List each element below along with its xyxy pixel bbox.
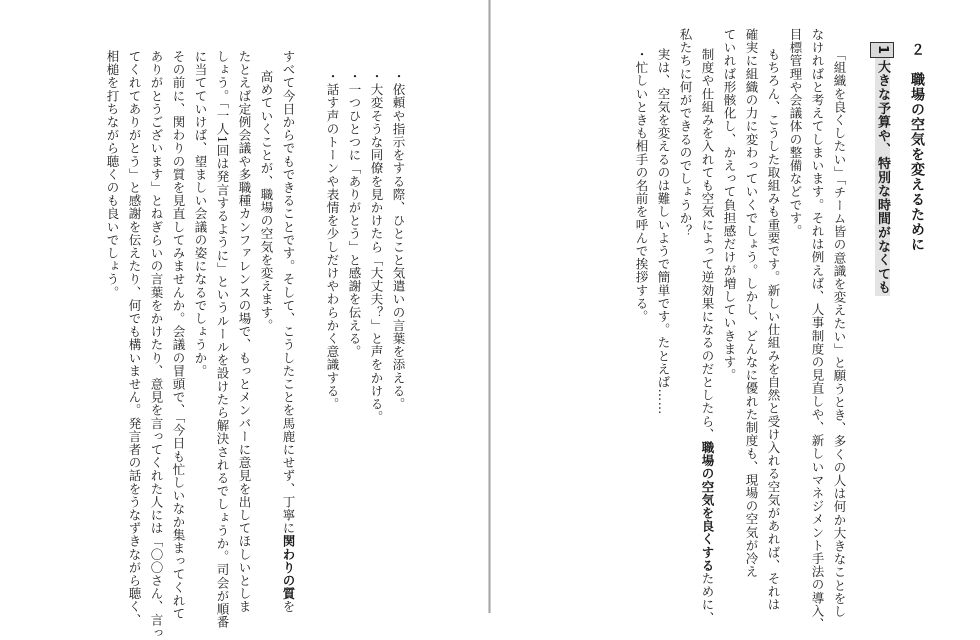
section-title xyxy=(870,42,894,296)
paragraph-line: ていれば形骸化し、かえって負担感だけが増していきます。 xyxy=(722,28,737,382)
right-page-body xyxy=(630,28,850,631)
section-number-box xyxy=(870,42,894,58)
section-number: 1 xyxy=(871,43,893,57)
bullet-line: ・依頼や指示をする際、ひとこと気遣いの言葉を添える。 xyxy=(391,70,406,411)
text-run: を xyxy=(281,600,296,614)
blank-line xyxy=(299,70,321,630)
paragraph-line: に当てていけば、望ましい会議の姿になるでしょうか。 xyxy=(193,50,208,378)
paragraph-line xyxy=(277,50,299,630)
paragraph-line: 実は、空気を変えるのは難しいようで簡単です。たとえば…… xyxy=(656,48,671,415)
left-page-body xyxy=(101,50,409,640)
bold-phrase: 職場の空気を良くする xyxy=(700,441,715,572)
section-title-text: 大きな予算や、特別な時間がなくても xyxy=(875,59,890,295)
bullet-line: ・大変そうな同僚を見かけたら「大丈夫？」と声をかける。 xyxy=(369,70,384,424)
paragraph-line: ありがとうございます」とねぎらいの言葉をかけたり、意見を言ってくれた人には「〇〇さん、言っ xyxy=(149,50,164,640)
paragraph-line: なければと考えてしまいます。それは例えば、人事制度の見直しや、新しいマネジメント手法の導入、 xyxy=(810,28,825,631)
text-run: すべて今日からでもできることです。そして、こうしたことを馬鹿にせず、丁寧に xyxy=(281,50,296,535)
bullet-line: ・忙しいときも相手の名前を呼んで挨拶する。 xyxy=(634,48,649,324)
paragraph-line: 目標管理や会議体の整備などです。 xyxy=(788,28,803,238)
bold-phrase: 関わりの質 xyxy=(281,534,296,601)
paragraph-line: しょう。「一人1回は発言するように」というルールを設けたら解決されるでしょうか。司会が順番 xyxy=(215,50,230,629)
paragraph-line: もちろん、こうした取組みも重要です。新しい仕組みを自然と受け入れる空気があれば、それは xyxy=(766,48,781,612)
left-page xyxy=(0,0,489,640)
paragraph-line: てくれてありがとう」と感謝を伝えたり、何でも構いません。発言者の話をうなずきながら聴く、 xyxy=(127,50,142,627)
paragraph-line: 確実に組織の力に変わっていくでしょう。しかし、どんなに優れた制度も、現場の空気が冷え xyxy=(744,28,759,579)
bullet-line: ・一つひとつに「ありがとう」と感謝を伝える。 xyxy=(347,70,362,359)
right-page xyxy=(491,0,980,631)
paragraph-line: 高めていくことが、職場の空気を変えます。 xyxy=(259,70,274,332)
paragraph-line: 相槌を打ちながら聴くのも良いでしょう。 xyxy=(105,50,120,299)
heading-block xyxy=(870,42,928,296)
chapter-title: ２ 職場の空気を変えるために xyxy=(909,42,925,252)
bullet-line: ・話す声のトーンや表情を少しだけやわらかく意識する。 xyxy=(325,70,340,411)
paragraph-line: その前に、関わりの質を見直してみませんか。会議の冒頭で、「今日も忙しいなか集まってくれて xyxy=(171,50,186,621)
paragraph-line xyxy=(696,48,718,625)
paragraph-line: たとえば定例会議や多職種カンファレンスの場で、もっとメンバーに意見を出してほしいとしま xyxy=(237,50,252,614)
text-run: 制度や仕組みを入れても空気によって逆効果になるのだとしたら、 xyxy=(700,48,715,441)
text-run: ために、 xyxy=(700,572,715,625)
paragraph-line: 「組織を良くしたい」「チーム皆の意識を変えたい」と願うとき、多くの人は何か大きなことをし xyxy=(832,48,847,619)
paragraph-line: 私たちに何ができるのでしょうか？ xyxy=(678,28,693,238)
